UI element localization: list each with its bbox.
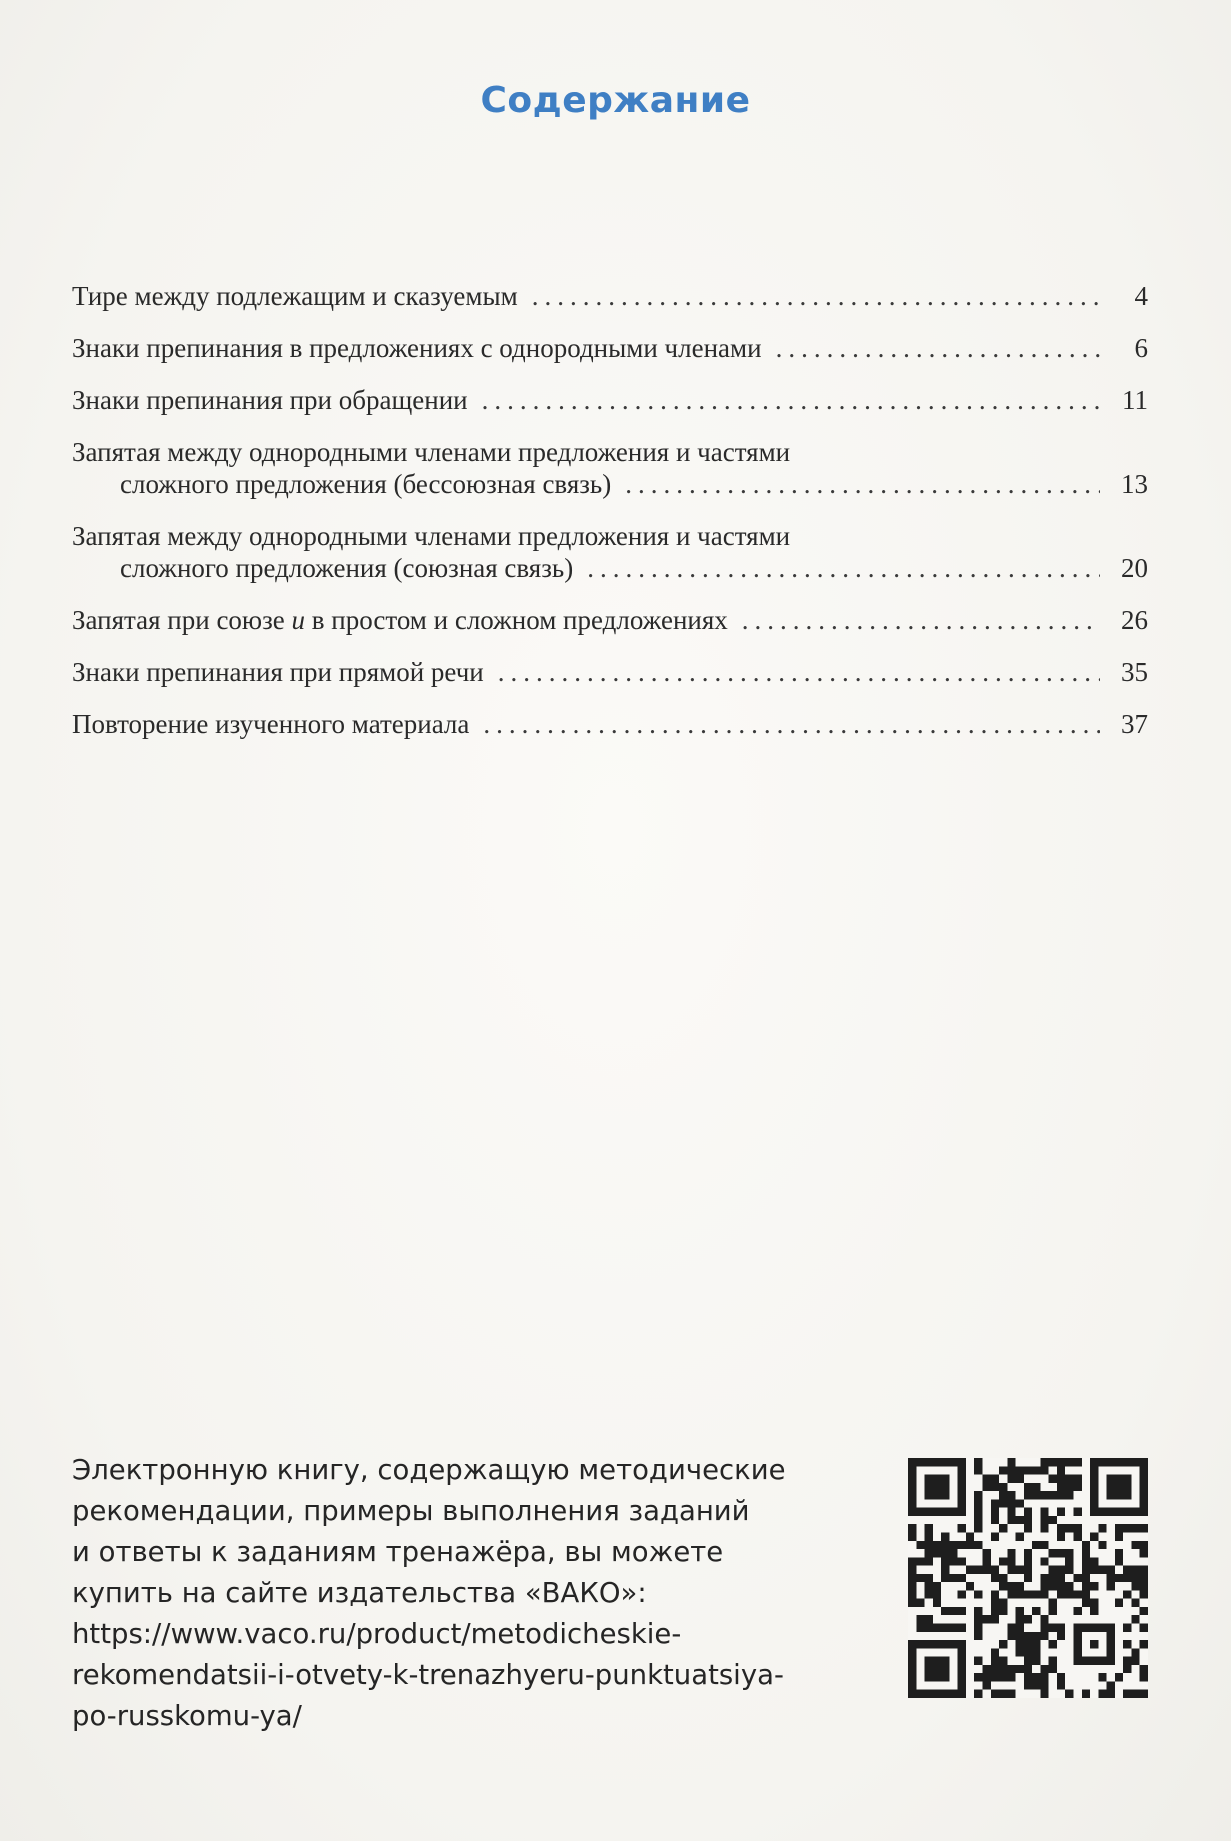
qr-code-icon[interactable] <box>908 1458 1148 1698</box>
toc-entry-title: Знаки препинания при прямой речи <box>72 657 484 687</box>
toc-entry-page: 6 <box>1134 333 1148 363</box>
toc-entry-title: Знаки препинания при обращении <box>72 385 468 415</box>
toc-entry[interactable] <box>72 332 1148 364</box>
toc-leader-dots <box>625 468 1100 500</box>
toc-entry-page: 11 <box>1122 385 1148 415</box>
promo-line: Электронную книгу, содержащую методические <box>72 1454 786 1486</box>
toc-entry-title: Повторение изученного материала <box>72 709 470 739</box>
toc-entry-page: 13 <box>1121 469 1148 499</box>
toc-entry[interactable] <box>72 520 1148 584</box>
toc-leader-dots <box>482 384 1100 416</box>
promo-line: и ответы к заданиям тренажёра, вы можете <box>72 1536 724 1568</box>
toc-leader-dots <box>776 332 1100 364</box>
promo-url[interactable]: https://www.vaco.ru/product/metodicheskie- <box>72 1618 682 1650</box>
ebook-promo-text <box>72 1450 872 1737</box>
toc-entry-page: 4 <box>1134 281 1148 311</box>
page-title: Содержание <box>480 80 751 121</box>
toc-entry-title-continuation: сложного предложения (бессоюзная связь) <box>120 469 612 499</box>
toc-entry-title-italic: и <box>291 605 306 635</box>
toc-leader-dots <box>587 552 1100 584</box>
toc-entry-page: 26 <box>1121 605 1148 635</box>
table-of-contents <box>72 280 1148 760</box>
toc-entry[interactable] <box>72 280 1148 312</box>
toc-entry[interactable] <box>72 604 1148 636</box>
toc-entry[interactable] <box>72 436 1148 500</box>
promo-line: купить на сайте издательства «ВАКО»: <box>72 1577 647 1609</box>
toc-entry-title-part: Запятая при союзе <box>72 605 285 635</box>
toc-entry-title: Тире между подлежащим и сказуемым <box>72 281 518 311</box>
toc-entry-title-part: в простом и сложном предложениях <box>311 605 728 635</box>
toc-leader-dots <box>498 656 1100 688</box>
toc-leader-dots <box>483 708 1100 740</box>
toc-entry-title <box>72 604 728 636</box>
toc-entry-page: 37 <box>1121 709 1148 739</box>
toc-entry[interactable] <box>72 708 1148 740</box>
toc-entry-title: Знаки препинания в предложениях с однородными членами <box>72 333 762 363</box>
toc-leader-dots <box>532 280 1100 312</box>
promo-url[interactable]: po-russkomu-ya/ <box>72 1700 302 1732</box>
toc-entry[interactable] <box>72 656 1148 688</box>
toc-entry-title: Запятая между однородными членами предложения и частями <box>72 521 791 551</box>
promo-url[interactable]: rekomendatsii-i-otvety-k-trenazhyeru-punktuatsiya- <box>72 1659 784 1691</box>
toc-entry-title: Запятая между однородными членами предложения и частями <box>72 437 791 467</box>
toc-entry-page: 20 <box>1121 553 1148 583</box>
toc-entry-page: 35 <box>1121 657 1148 687</box>
toc-leader-dots <box>742 604 1100 636</box>
toc-entry-title-continuation: сложного предложения (союзная связь) <box>120 553 574 583</box>
promo-line: рекомендации, примеры выполнения заданий <box>72 1495 750 1527</box>
toc-entry[interactable] <box>72 384 1148 416</box>
